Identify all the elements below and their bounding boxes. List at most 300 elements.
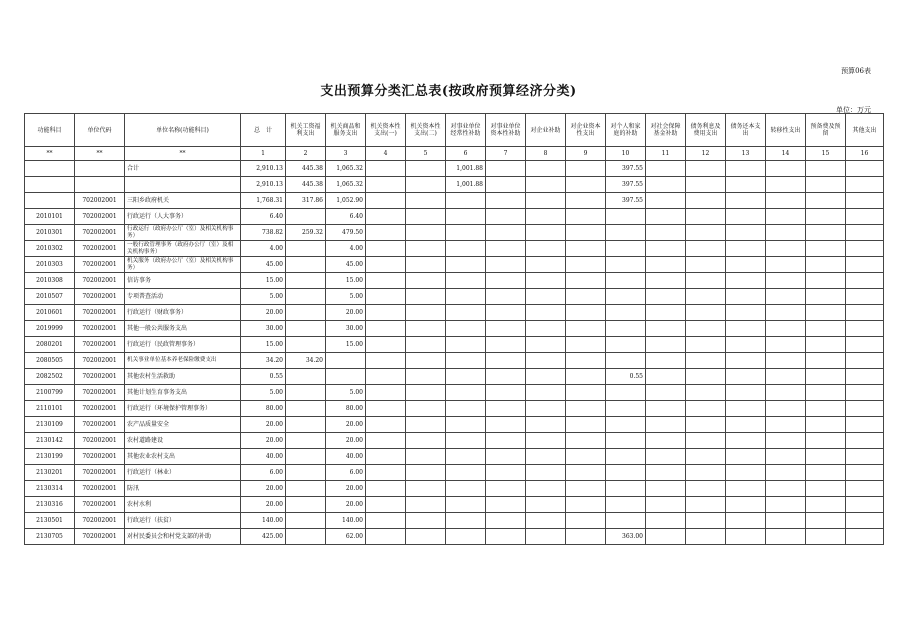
amount-cell: 40.00 [326,449,366,465]
amount-cell [646,529,686,545]
amount-cell [406,321,446,337]
function-code-cell: 2010507 [25,289,75,305]
amount-cell: 30.00 [326,321,366,337]
amount-cell [686,513,726,529]
amount-cell [446,465,486,481]
amount-cell [366,497,406,513]
amount-cell [606,353,646,369]
amount-cell [406,465,446,481]
function-code-cell: 2130316 [25,497,75,513]
amount-cell [606,273,646,289]
amount-cell [486,273,526,289]
amount-cell [806,513,846,529]
amount-cell [486,225,526,241]
amount-cell [366,241,406,257]
amount-cell [766,353,806,369]
column-header: 机关资本性支出(二) [406,114,446,147]
amount-cell [566,257,606,273]
amount-cell [366,177,406,193]
unit-code-cell: 702002001 [75,401,125,417]
column-index: 3 [326,147,366,161]
amount-cell [406,273,446,289]
amount-cell [526,193,566,209]
amount-cell [406,337,446,353]
amount-cell: 2,910.13 [241,161,286,177]
unit-name-cell: 一般行政管理事务（政府办公厅（室）及相关机构事务） [125,241,241,257]
amount-cell [566,209,606,225]
amount-cell [766,513,806,529]
table-row [25,433,884,449]
table-row [25,353,884,369]
table-row [25,449,884,465]
unit-code-cell: 702002001 [75,241,125,257]
amount-cell: 15.00 [241,337,286,353]
unit-code-cell [75,161,125,177]
unit-code-cell [75,177,125,193]
amount-cell [846,273,884,289]
amount-cell: 425.00 [241,529,286,545]
amount-cell [406,529,446,545]
amount-cell [366,337,406,353]
amount-cell [726,353,766,369]
unit-name-cell [125,177,241,193]
unit-name-cell: 农产品质量安全 [125,417,241,433]
amount-cell [446,273,486,289]
amount-cell [366,385,406,401]
amount-cell: 259.32 [286,225,326,241]
amount-cell [566,481,606,497]
amount-cell [806,449,846,465]
index-row [25,147,884,161]
column-header: 总 计 [241,114,286,147]
function-code-cell: 2010601 [25,305,75,321]
amount-cell [406,193,446,209]
amount-cell [646,161,686,177]
amount-cell: 479.50 [326,225,366,241]
amount-cell: 0.55 [241,369,286,385]
amount-cell [726,241,766,257]
amount-cell: 317.86 [286,193,326,209]
amount-cell [766,321,806,337]
amount-cell [366,417,406,433]
function-code-cell: 2130199 [25,449,75,465]
table-row [25,401,884,417]
amount-cell [606,241,646,257]
amount-cell: 20.00 [326,481,366,497]
unit-code-cell: 702002001 [75,481,125,497]
amount-cell [646,273,686,289]
amount-cell [806,369,846,385]
amount-cell: 20.00 [326,305,366,321]
amount-cell [726,337,766,353]
amount-cell [526,289,566,305]
amount-cell [566,305,606,321]
function-code-cell: 2110101 [25,401,75,417]
amount-cell [806,385,846,401]
amount-cell [806,337,846,353]
amount-cell: 2,910.13 [241,177,286,193]
amount-cell [726,497,766,513]
amount-cell [526,433,566,449]
amount-cell [326,369,366,385]
amount-cell [846,337,884,353]
amount-cell [486,481,526,497]
amount-cell [366,289,406,305]
unit-code-cell: 702002001 [75,385,125,401]
column-index: 6 [446,147,486,161]
amount-cell [806,497,846,513]
amount-cell [566,177,606,193]
function-code-cell [25,177,75,193]
amount-cell: 45.00 [326,257,366,273]
amount-cell [766,193,806,209]
amount-cell [846,513,884,529]
column-index: 7 [486,147,526,161]
function-code-cell [25,161,75,177]
header-row [25,114,884,147]
amount-cell [646,449,686,465]
column-index: 13 [726,147,766,161]
unit-name-cell: 对村民委员会和村党支部的补助 [125,529,241,545]
amount-cell [446,289,486,305]
amount-cell [846,241,884,257]
unit-code-cell: 702002001 [75,273,125,289]
table-row [25,305,884,321]
amount-cell [646,353,686,369]
unit-name-cell: 农村水利 [125,497,241,513]
amount-cell [406,161,446,177]
amount-cell [806,481,846,497]
amount-cell [526,305,566,321]
amount-cell [286,481,326,497]
amount-cell [606,465,646,481]
amount-cell [366,481,406,497]
amount-cell [646,385,686,401]
amount-cell [726,449,766,465]
amount-cell [406,385,446,401]
column-header: 对个人和家庭的补助 [606,114,646,147]
table-row [25,289,884,305]
amount-cell [726,465,766,481]
amount-cell [646,401,686,417]
amount-cell [606,449,646,465]
amount-cell [766,289,806,305]
unit-code-cell: 702002001 [75,369,125,385]
amount-cell [406,497,446,513]
amount-cell: 445.38 [286,161,326,177]
amount-cell [766,369,806,385]
amount-cell [606,209,646,225]
amount-cell: 15.00 [241,273,286,289]
amount-cell [366,401,406,417]
amount-cell [606,417,646,433]
amount-cell [366,465,406,481]
amount-cell [646,513,686,529]
amount-cell [766,529,806,545]
column-header: 债务还本支出 [726,114,766,147]
amount-cell [406,177,446,193]
column-header: 转移性支出 [766,114,806,147]
amount-cell [526,321,566,337]
amount-cell [686,369,726,385]
amount-cell [286,513,326,529]
amount-cell [366,353,406,369]
unit-code-cell: 702002001 [75,193,125,209]
amount-cell [406,257,446,273]
unit-name-cell: 三阳乡政府机关 [125,193,241,209]
amount-cell [366,433,406,449]
amount-cell [566,337,606,353]
amount-cell [646,369,686,385]
amount-cell [446,337,486,353]
amount-cell [606,433,646,449]
amount-cell [566,401,606,417]
amount-cell [366,321,406,337]
amount-cell [526,209,566,225]
amount-cell [846,289,884,305]
amount-cell [846,401,884,417]
amount-cell [726,385,766,401]
amount-cell [766,465,806,481]
amount-cell: 1,001.88 [446,161,486,177]
amount-cell [686,337,726,353]
amount-cell [526,465,566,481]
amount-cell [406,289,446,305]
table-row [25,241,884,257]
amount-cell [726,193,766,209]
amount-cell [406,513,446,529]
amount-cell [766,337,806,353]
amount-cell [646,225,686,241]
amount-cell [686,289,726,305]
column-header: 对事业单位经常性补助 [446,114,486,147]
amount-cell [766,385,806,401]
amount-cell [766,401,806,417]
amount-cell [846,449,884,465]
amount-cell [486,449,526,465]
amount-cell [286,321,326,337]
amount-cell [646,481,686,497]
amount-cell: 445.38 [286,177,326,193]
amount-cell [686,177,726,193]
amount-cell [806,529,846,545]
table-row [25,465,884,481]
amount-cell [446,369,486,385]
amount-cell [806,241,846,257]
amount-cell [726,209,766,225]
amount-cell [486,369,526,385]
column-header: 对企业补助 [526,114,566,147]
amount-cell [526,529,566,545]
column-header: 债务利息及费用支出 [686,114,726,147]
amount-cell: 1,001.88 [446,177,486,193]
amount-cell [846,481,884,497]
amount-cell [726,481,766,497]
unit-name-cell: 其他一般公共服务支出 [125,321,241,337]
function-code-cell: 2130201 [25,465,75,481]
amount-cell [686,481,726,497]
amount-cell [486,417,526,433]
unit-code-cell: 702002001 [75,497,125,513]
amount-cell [766,497,806,513]
amount-cell [366,257,406,273]
amount-cell [806,353,846,369]
unit-name-cell: 农村道路建设 [125,433,241,449]
unit-code-cell: 702002001 [75,257,125,273]
amount-cell: 5.00 [241,289,286,305]
column-index: 11 [646,147,686,161]
amount-cell [726,513,766,529]
unit-code-cell: 702002001 [75,305,125,321]
amount-cell [486,337,526,353]
amount-cell: 80.00 [241,401,286,417]
amount-cell [566,225,606,241]
column-header: 对企业资本性支出 [566,114,606,147]
amount-cell [446,257,486,273]
amount-cell [366,193,406,209]
unit-name-cell: 行政运行（民政管理事务） [125,337,241,353]
amount-cell [406,433,446,449]
amount-cell [566,417,606,433]
amount-cell [726,401,766,417]
amount-cell [366,305,406,321]
amount-cell: 4.00 [241,241,286,257]
amount-cell [686,385,726,401]
function-code-cell: 2130705 [25,529,75,545]
amount-cell: 140.00 [326,513,366,529]
amount-cell [766,305,806,321]
amount-cell [286,497,326,513]
column-header: 机关工资福利支出 [286,114,326,147]
function-code-cell: 2130501 [25,513,75,529]
amount-cell [366,513,406,529]
amount-cell [566,513,606,529]
function-code-cell: 2010302 [25,241,75,257]
unit-name-cell: 其他农业农村支出 [125,449,241,465]
unit-code-cell: 702002001 [75,529,125,545]
amount-cell [526,337,566,353]
amount-cell [606,513,646,529]
amount-cell [606,401,646,417]
amount-cell [686,353,726,369]
function-code-cell: 2010303 [25,257,75,273]
amount-cell [486,193,526,209]
amount-cell [606,337,646,353]
unit-name-cell: 合计 [125,161,241,177]
unit-code-cell: 702002001 [75,513,125,529]
amount-cell [286,465,326,481]
amount-cell [486,465,526,481]
amount-cell [846,161,884,177]
amount-cell [446,225,486,241]
amount-cell [486,353,526,369]
amount-cell [286,529,326,545]
amount-cell [446,385,486,401]
amount-cell: 4.00 [326,241,366,257]
amount-cell [486,161,526,177]
amount-cell [686,321,726,337]
amount-cell [446,241,486,257]
amount-cell [566,369,606,385]
column-index: 2 [286,147,326,161]
amount-cell: 30.00 [241,321,286,337]
amount-cell [606,257,646,273]
amount-cell [486,257,526,273]
amount-cell [606,289,646,305]
amount-cell [526,161,566,177]
column-index: ** [125,147,241,161]
amount-cell [406,417,446,433]
table-row [25,177,884,193]
amount-cell [726,225,766,241]
function-code-cell: 2080201 [25,337,75,353]
amount-cell [806,289,846,305]
amount-cell [286,417,326,433]
amount-cell [766,161,806,177]
function-code-cell: 2082502 [25,369,75,385]
amount-cell [406,209,446,225]
amount-cell [446,193,486,209]
amount-cell [646,417,686,433]
amount-cell [686,465,726,481]
amount-cell [806,225,846,241]
column-index: 15 [806,147,846,161]
amount-cell [486,177,526,193]
amount-cell: 5.00 [326,289,366,305]
amount-cell [846,369,884,385]
amount-cell [286,385,326,401]
unit-name-cell: 行政运行（人大事务） [125,209,241,225]
unit-name-cell: 行政运行（扶贫） [125,513,241,529]
amount-cell [806,321,846,337]
amount-cell [766,225,806,241]
table-row [25,193,884,209]
amount-cell [486,321,526,337]
column-header: 单位名称(功能科目) [125,114,241,147]
amount-cell [286,241,326,257]
table-row [25,497,884,513]
amount-cell [526,417,566,433]
amount-cell [366,529,406,545]
amount-cell: 1,065.32 [326,161,366,177]
amount-cell [686,529,726,545]
amount-cell [686,193,726,209]
column-header: 预备费及预留 [806,114,846,147]
column-header: 单位代码 [75,114,125,147]
table-row [25,321,884,337]
amount-cell [806,305,846,321]
amount-cell [846,353,884,369]
amount-cell: 45.00 [241,257,286,273]
column-index: 12 [686,147,726,161]
table-row [25,481,884,497]
amount-cell [406,225,446,241]
amount-cell [286,433,326,449]
amount-cell [406,241,446,257]
function-code-cell: 2010101 [25,209,75,225]
amount-cell: 20.00 [241,417,286,433]
amount-cell [646,497,686,513]
amount-cell [326,353,366,369]
table-row [25,417,884,433]
table-row [25,385,884,401]
unit-code-cell: 702002001 [75,353,125,369]
unit-label: 单位：万元 [836,106,871,114]
column-index: 9 [566,147,606,161]
amount-cell [646,241,686,257]
column-header: 机关资本性支出(一) [366,114,406,147]
amount-cell [526,257,566,273]
